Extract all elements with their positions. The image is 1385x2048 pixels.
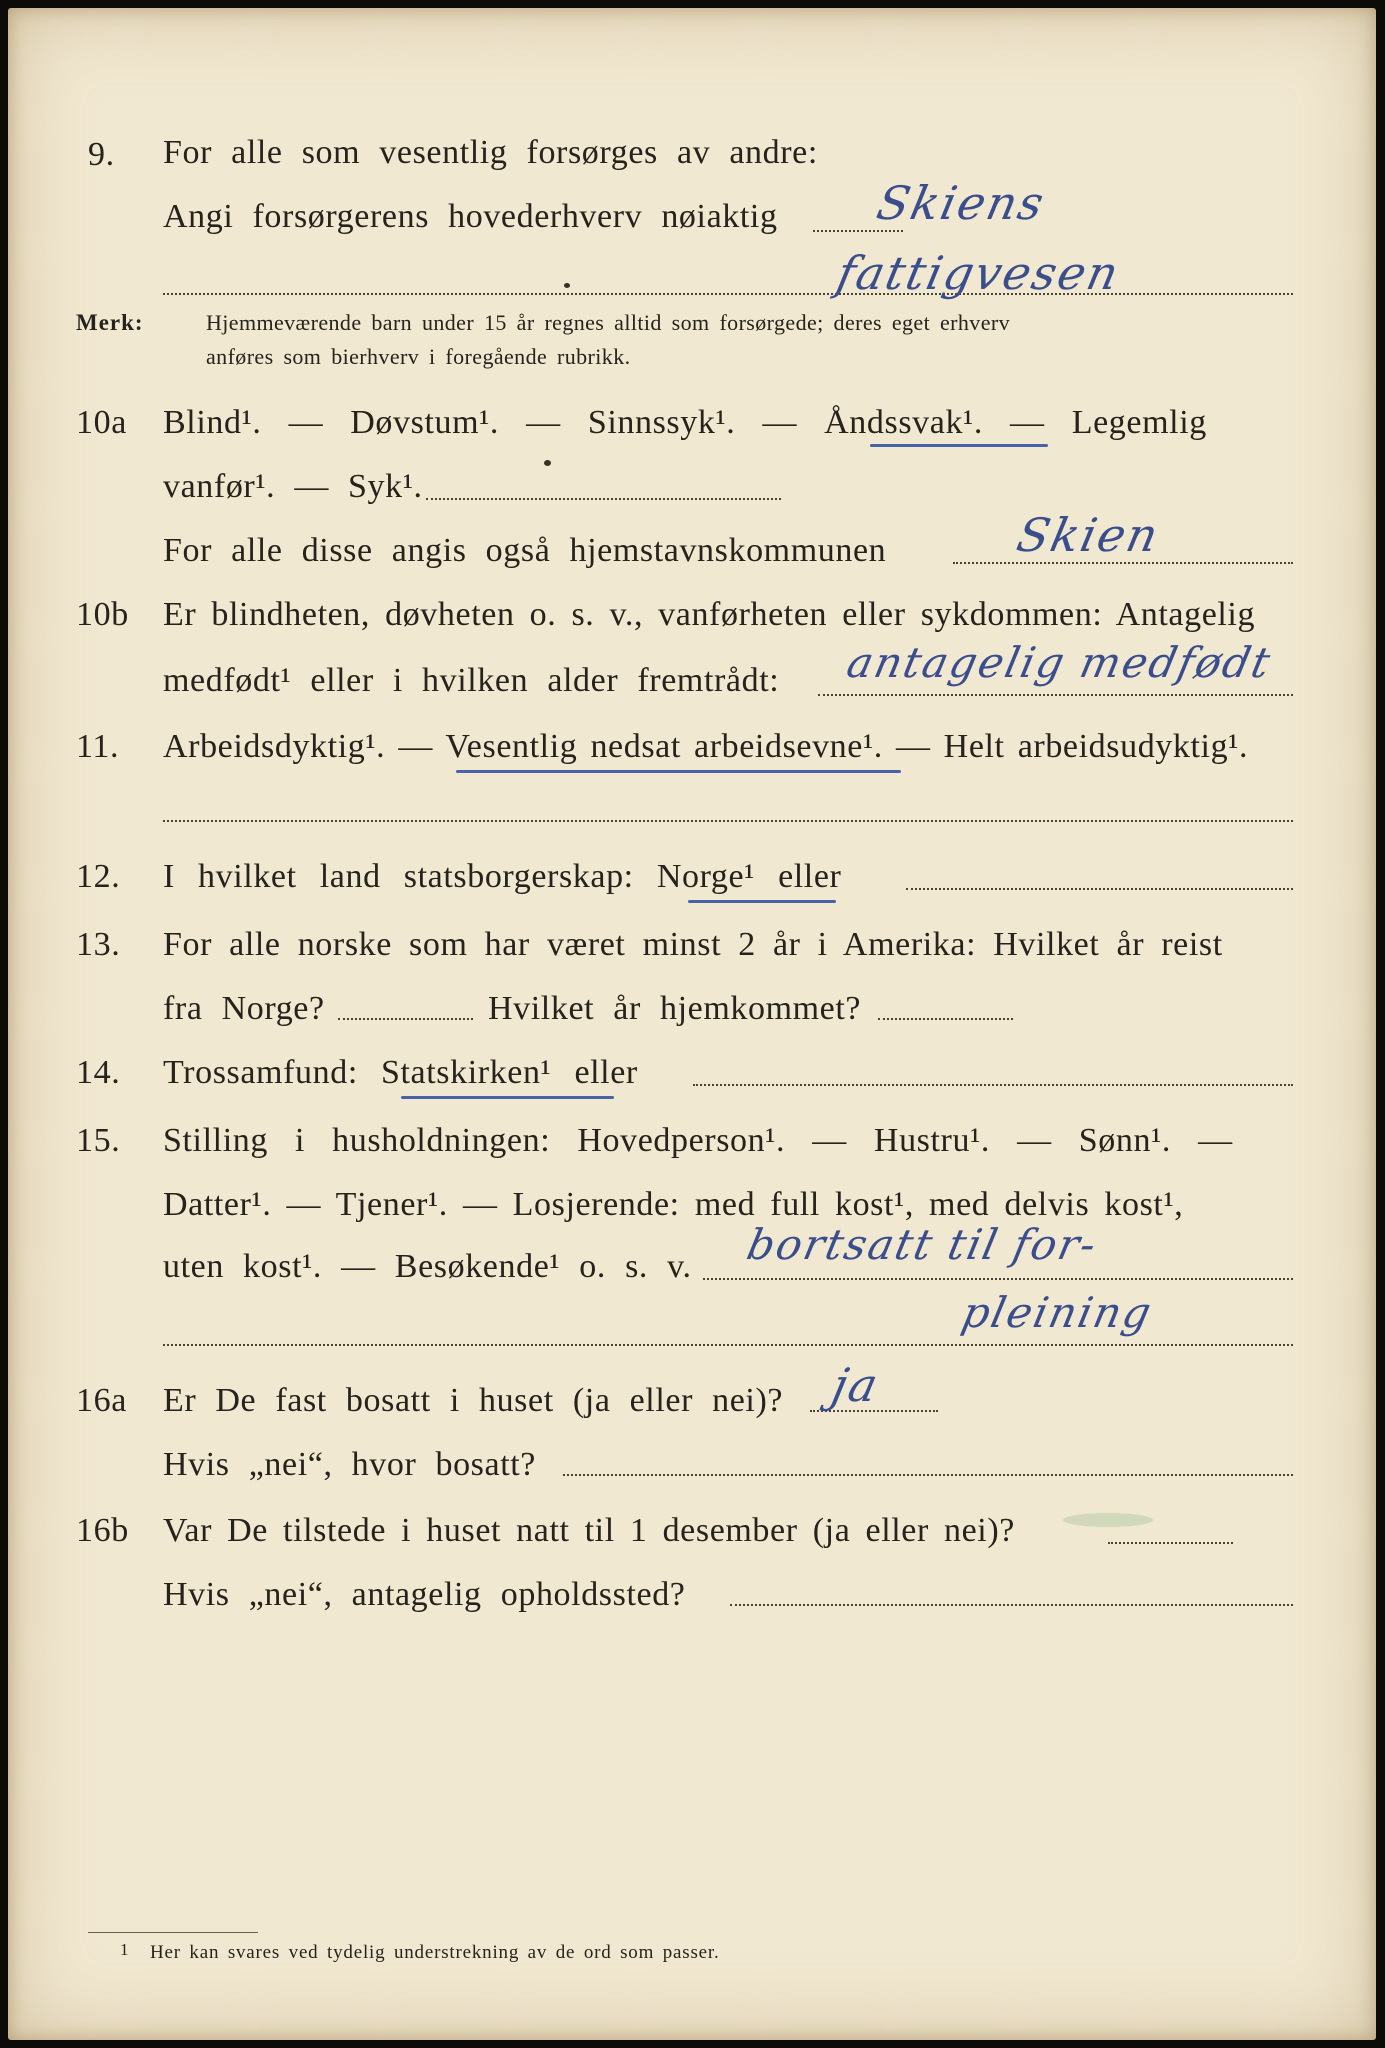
q9-line1: For alle som vesentlig forsørges av andre:: [163, 134, 818, 171]
q14-number: 14.: [76, 1054, 121, 1091]
q13-number: 13.: [76, 926, 121, 963]
q9-answer-line: [813, 230, 903, 232]
q10a-hjemstavn-answer-line: [953, 562, 1293, 564]
q16a-line2: Hvis „nei“, hvor bosatt?: [163, 1446, 536, 1483]
q11-number: 11.: [76, 728, 120, 765]
q11-underline-vesentlig: [456, 770, 901, 773]
ink-spot: [544, 460, 551, 466]
q10a-underline-andssvak: [870, 444, 1048, 447]
q14-underline-statskirken: [401, 1096, 614, 1099]
q16a-handwritten-answer: ja: [827, 1358, 885, 1412]
q10a-line3: For alle disse angis også hjemstavnskommunen: [163, 532, 887, 569]
q10a-number: 10a: [76, 404, 127, 441]
q9-number: 9.: [88, 136, 115, 173]
q15-line2: Datter¹. — Tjener¹. — Losjerende: med full kost¹, med delvis kost¹,: [163, 1186, 1184, 1223]
q13-reist-answer-line: [338, 1018, 473, 1020]
q14-line1: Trossamfund: Statskirken¹ eller: [163, 1054, 638, 1091]
q16b-line1: Var De tilstede i huset natt til 1 desember (ja eller nei)?: [163, 1512, 1015, 1549]
q16b-line2: Hvis „nei“, antagelig opholdssted?: [163, 1576, 686, 1613]
q10a-line1: Blind¹. — Døvstum¹. — Sinnssyk¹. — Åndssvak¹. — Legemlig: [163, 404, 1207, 441]
merk-line2: anføres som bierhverv i foregående rubrikk.: [206, 344, 631, 369]
q16a-line1: Er De fast bosatt i huset (ja eller nei)?: [163, 1382, 784, 1419]
q13-line1: For alle norske som har været minst 2 år i Amerika: Hvilket år reist: [163, 926, 1223, 963]
q16a-number: 16a: [76, 1382, 127, 1419]
q16a-bosatt-answer-line: [563, 1474, 1293, 1476]
q10b-answer-line: [818, 694, 1293, 696]
q12-answer-line: [906, 888, 1293, 890]
q13-line2b: Hvilket år hjemkommet?: [488, 990, 862, 1027]
q16b-opholdssted-answer-line: [730, 1604, 1293, 1606]
q9-handwritten-answer-1: Skiens: [872, 176, 1051, 230]
q10b-number: 10b: [76, 596, 129, 633]
q12-line1: I hvilket land statsborgerskap: Norge¹ eller: [163, 858, 842, 895]
q9-handwritten-answer-2: fattigvesen: [832, 246, 1125, 300]
q15-line1: Stilling i husholdningen: Hovedperson¹. — Hustru¹. — Sønn¹. —: [163, 1122, 1233, 1159]
q12-underline-norge: [688, 900, 836, 903]
q9-answer-line-2: [163, 293, 1293, 295]
q13-hjemkommet-answer-line: [878, 1018, 1013, 1020]
footnote-text: Her kan svares ved tydelig understrekning av de ord som passer.: [150, 1942, 720, 1963]
faint-green-smudge: [1063, 1513, 1153, 1527]
q10a-line2: vanfør¹. — Syk¹.: [163, 468, 423, 505]
q16b-number: 16b: [76, 1512, 129, 1549]
q15-line3: uten kost¹. — Besøkende¹ o. s. v.: [163, 1248, 692, 1285]
q10b-handwritten-answer: antagelig medfødt: [842, 638, 1277, 687]
q15-number: 15.: [76, 1122, 121, 1159]
q15-handwritten-answer-1: bortsatt til for-: [742, 1220, 1103, 1269]
q13-line2a: fra Norge?: [163, 990, 325, 1027]
footnote-marker: 1: [120, 1940, 130, 1959]
q10a-syk-answer-line: [426, 498, 781, 500]
merk-line1: Hjemmeværende barn under 15 år regnes alltid som forsørgede; deres eget erhverv: [206, 310, 1010, 335]
merk-label: Merk:: [76, 310, 144, 335]
q10b-line1: Er blindheten, døvheten o. s. v., vanførheten eller sykdommen: Antagelig: [163, 596, 1256, 633]
q12-number: 12.: [76, 858, 121, 895]
ink-spot: [564, 283, 570, 288]
q15-answer-line: [703, 1278, 1293, 1280]
q10b-line2: medfødt¹ eller i hvilken alder fremtrådt:: [163, 662, 780, 699]
footnote-separator: [88, 1932, 258, 1933]
q15-handwritten-answer-2: pleining: [957, 1288, 1158, 1337]
q10a-handwritten-answer: Skien: [1012, 508, 1165, 562]
census-form-page: [8, 8, 1376, 2040]
q11-answer-line: [163, 820, 1293, 822]
q9-line2: Angi forsørgerens hovederhverv nøiaktig: [163, 198, 778, 235]
q11-line1: Arbeidsdyktig¹. — Vesentlig nedsat arbeidsevne¹. — Helt arbeidsudyktig¹.: [163, 728, 1249, 765]
q14-answer-line: [693, 1084, 1293, 1086]
q16b-answer-line: [1108, 1542, 1233, 1544]
q15-answer-line-2: [163, 1344, 1293, 1346]
